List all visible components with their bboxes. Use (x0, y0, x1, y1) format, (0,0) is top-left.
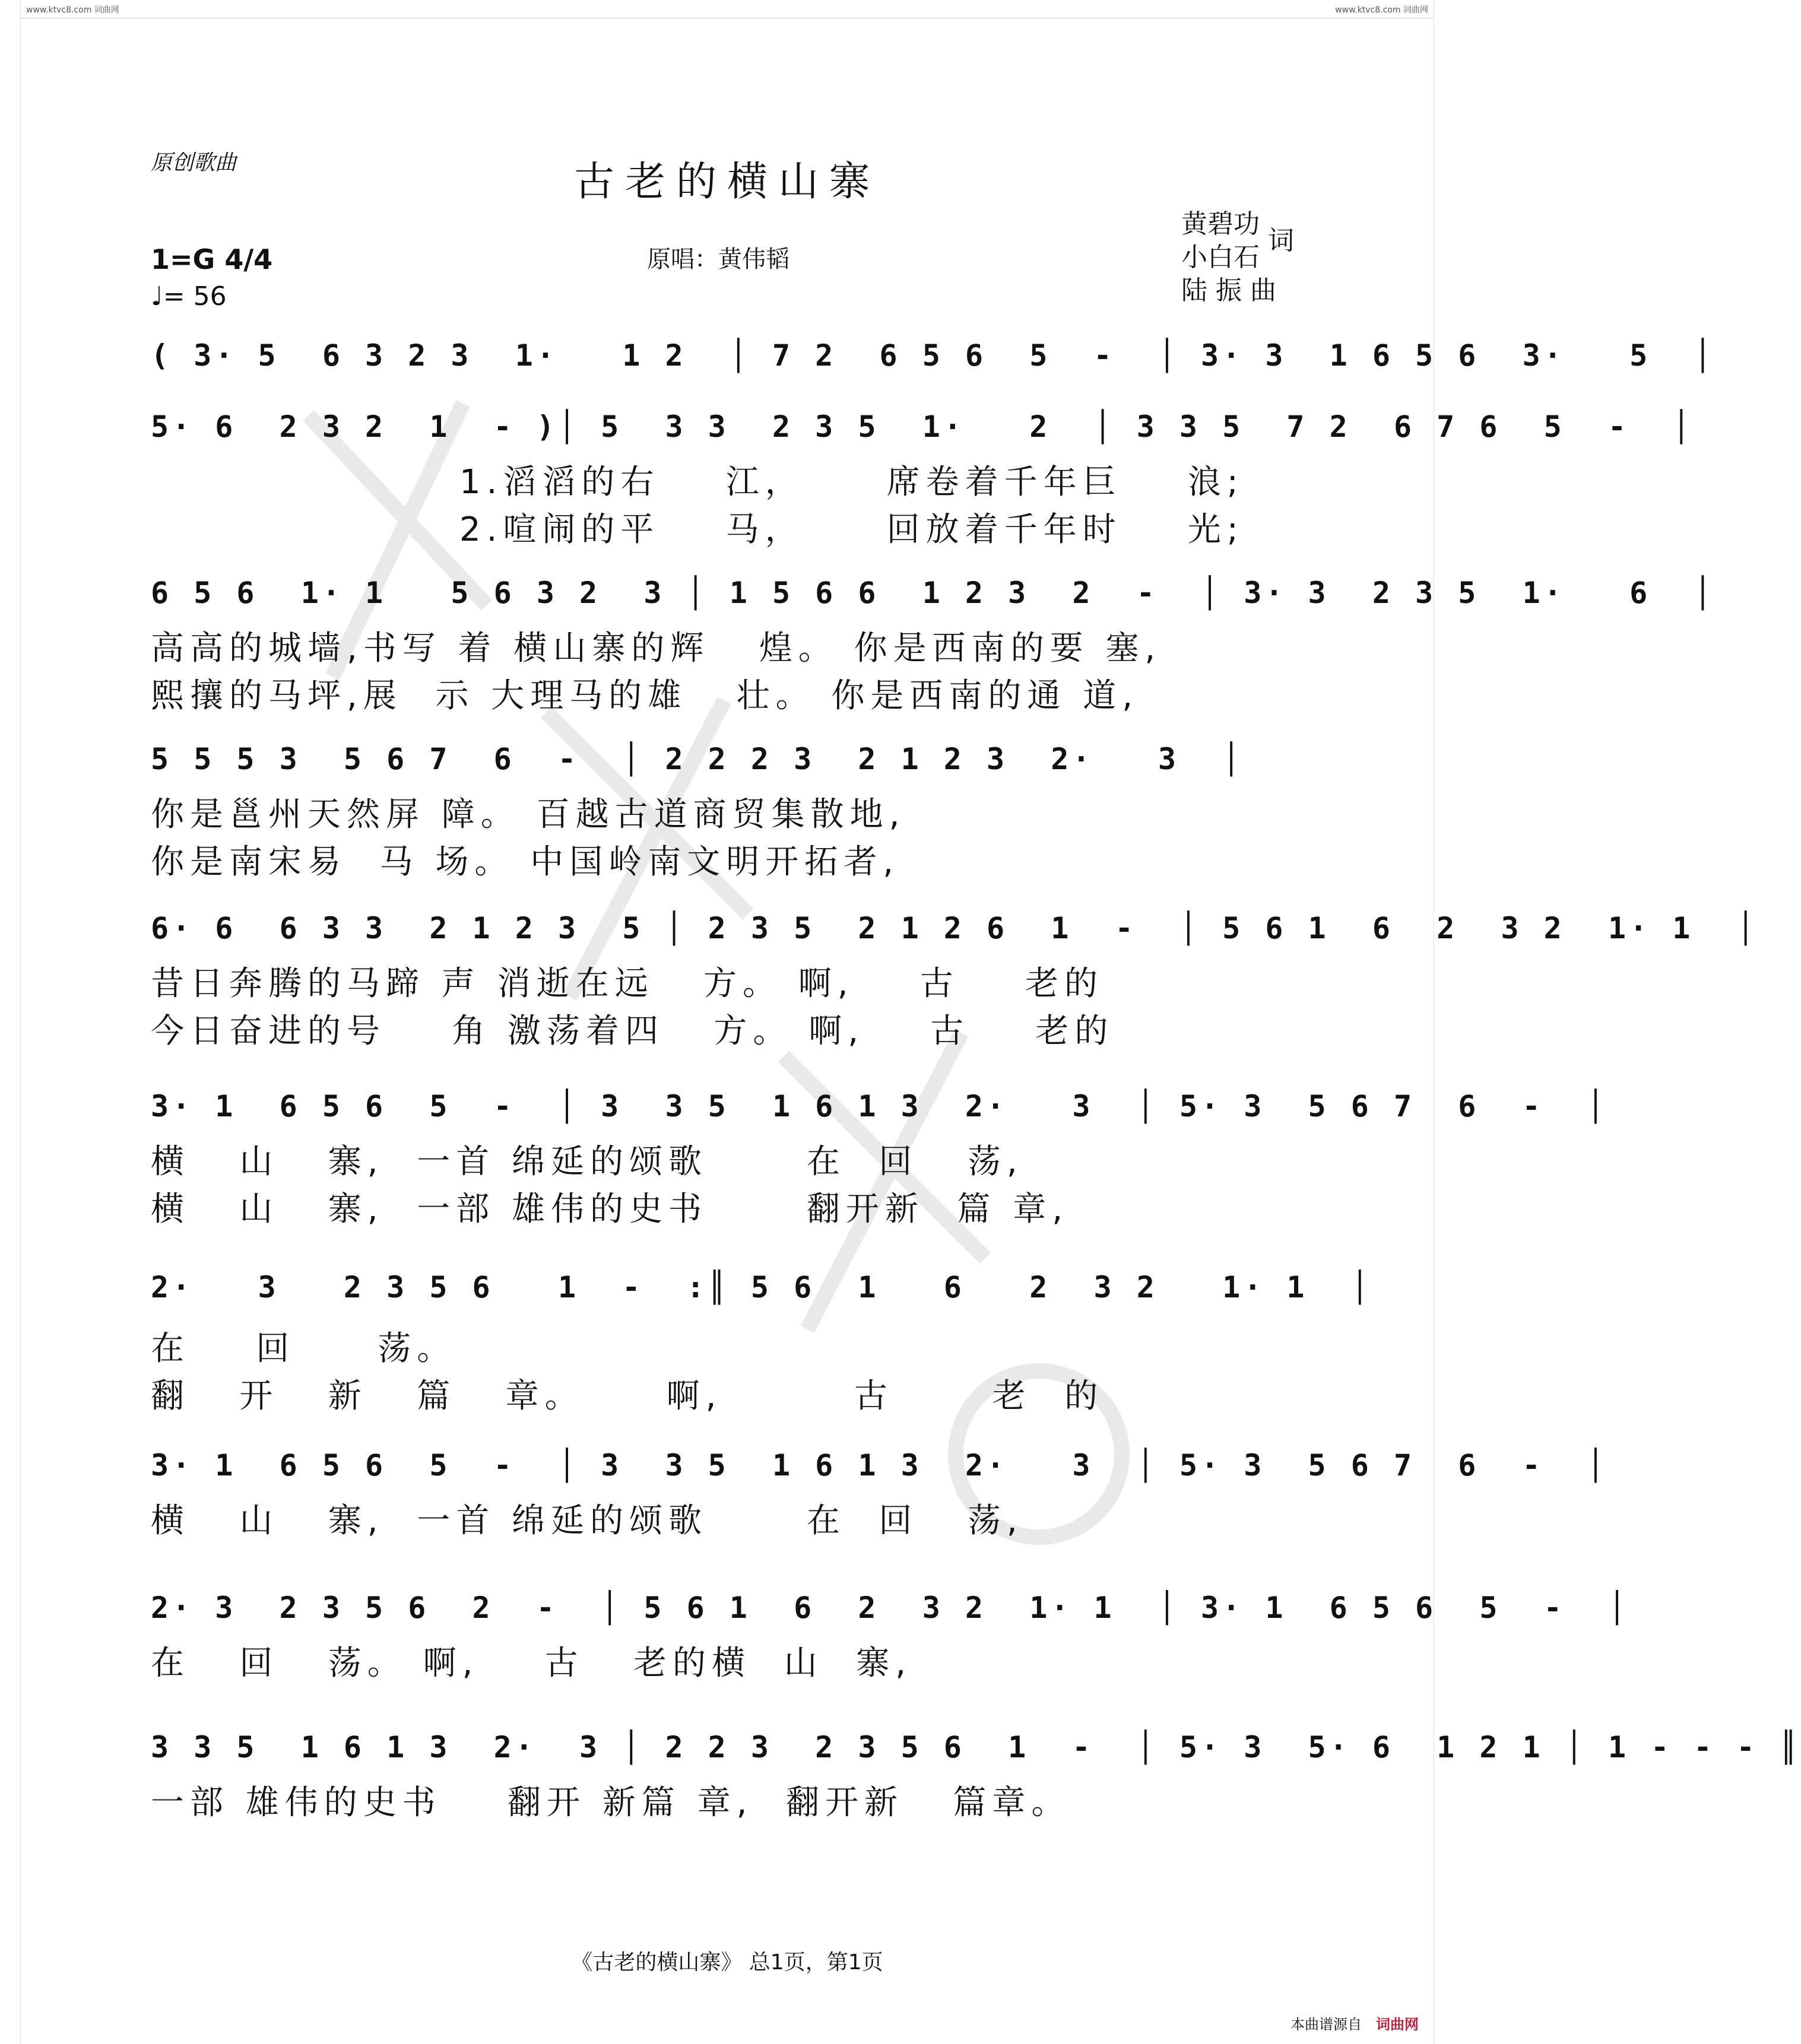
notes-line-6: 3· 1 6 5 6 5 - │ 3 3 5 1 6 1 3 2· 3 │ 5· 3 5 6 7 6 - │ (151, 1089, 1608, 1123)
lyric-8-verse-1: 横 山 寨, 一首 绵延的颂歌 在 回 荡, (151, 1502, 1023, 1540)
lyric-6-verse-2: 横 山 寨, 一部 雄伟的史书 翻开新 篇 章, (151, 1190, 1069, 1229)
lyric-5-verse-1: 昔日奔腾的马蹄 声 消逝在远 方。 啊, 古 老的 (151, 964, 1104, 1003)
notes-line-9: 2· 3 2 3 5 6 2 - │ 5 6 1 6 2 3 2 1· 1 │ 3· 1 6 5 6 5 - │ (151, 1591, 1630, 1625)
key-signature: 1=G 4/4 (151, 243, 273, 275)
author-credits (1181, 208, 1294, 307)
origin-label: 原创歌曲 (151, 151, 237, 175)
lyric-label: 词 (1268, 226, 1294, 256)
header-site-left: www.ktvc8.com 词曲网 (26, 5, 119, 15)
lyric-6-verse-1: 横 山 寨, 一首 绵延的颂歌 在 回 荡, (151, 1142, 1023, 1181)
notes-line-3: 6 5 6 1· 1 5 6 3 2 3 │ 1 5 6 6 1 2 3 2 - │ 3· 3 2 3 5 1· 6 │ (151, 576, 1716, 610)
lyric-7-verse-1: 在 回 荡。 (151, 1329, 456, 1368)
lyric-3-verse-2: 熙攘的马坪,展 示 大理马的雄 壮。 你是西南的通 道, (151, 677, 1139, 715)
lyric-2-verse-1: 1.滔滔的右 江， 席卷着千年巨 浪; (459, 463, 1244, 502)
lyric-3-verse-1: 高高的城墙,书写 着 横山寨的辉 煌。 你是西南的要 塞, (151, 629, 1162, 668)
source-note (1290, 2013, 1419, 2033)
tempo-marking: ♩= 56 (151, 281, 227, 312)
lyric-2-verse-2: 2.喧闹的平 马， 回放着千年时 光; (459, 510, 1244, 549)
singer-credit: 原唱：黄伟韬 (647, 246, 789, 273)
lyric-5-verse-2: 今日奋进的号 角 激荡着四 方。 啊, 古 老的 (151, 1012, 1114, 1050)
notes-line-1: ( 3· 5 6 3 2 3 1· 1 2 │ 7 2 6 5 6 5 - │ 3· 3 1 6 5 6 3· 5 │ (151, 338, 1716, 373)
notes-line-8: 3· 1 6 5 6 5 - │ 3 3 5 1 6 1 3 2· 3 │ 5· 3 5 6 7 6 - │ (151, 1448, 1608, 1483)
page-footer: 《古老的横山寨》 总1页，第1页 (571, 1950, 883, 1975)
header-site-right: www.ktvc8.com 词曲网 (1335, 5, 1428, 15)
notes-line-7: 2· 3 2 3 5 6 1 - :║ 5 6 1 6 2 3 2 1· 1 │ (151, 1270, 1372, 1305)
lyric-4-verse-1: 你是邕州天然屏 障。 百越古道商贸集散地, (151, 795, 906, 834)
notes-line-2: 5· 6 2 3 2 1 - )│ 5 3 3 2 3 5 1· 2 │ 3 3 5 7 2 6 7 6 5 - │ (151, 410, 1694, 444)
brand-logo-text: 词曲网 (1376, 2016, 1419, 2033)
song-title: 古老的横山寨 (573, 158, 880, 205)
notes-line-4: 5 5 5 3 5 6 7 6 - │ 2 2 2 3 2 1 2 3 2· 3 │ (151, 742, 1244, 776)
composer-credit: 陆 振 曲 (1181, 275, 1276, 306)
lyricist-2: 小白石 (1181, 242, 1260, 272)
left-margin-strip (0, 0, 21, 2044)
lyric-9-verse-1: 在 回 荡。 啊, 古 老的横 山 寨, (151, 1644, 912, 1683)
lyric-7-verse-2: 翻 开 新 篇 章。 啊, 古 老 的 (151, 1377, 1104, 1415)
lyric-4-verse-2: 你是南宋易 马 场。 中国岭南文明开拓者, (151, 843, 900, 881)
source-note-text: 本曲谱源自 (1290, 2016, 1362, 2033)
notes-line-10: 3 3 5 1 6 1 3 2· 3 │ 2 2 3 2 3 5 6 1 - │ 5· 3 5· 6 1 2 1 │ 1 - - - ║ (151, 1730, 1801, 1764)
lyric-10-verse-1: 一部 雄伟的史书 翻开 新篇 章, 翻开新 篇章。 (151, 1783, 1071, 1822)
lyricist-1: 黄碧功 (1181, 209, 1260, 239)
notes-line-5: 6· 6 6 3 3 2 1 2 3 5 │ 2 3 5 2 1 2 6 1 - │ 5 6 1 6 2 3 2 1· 1 │ (151, 911, 1758, 945)
